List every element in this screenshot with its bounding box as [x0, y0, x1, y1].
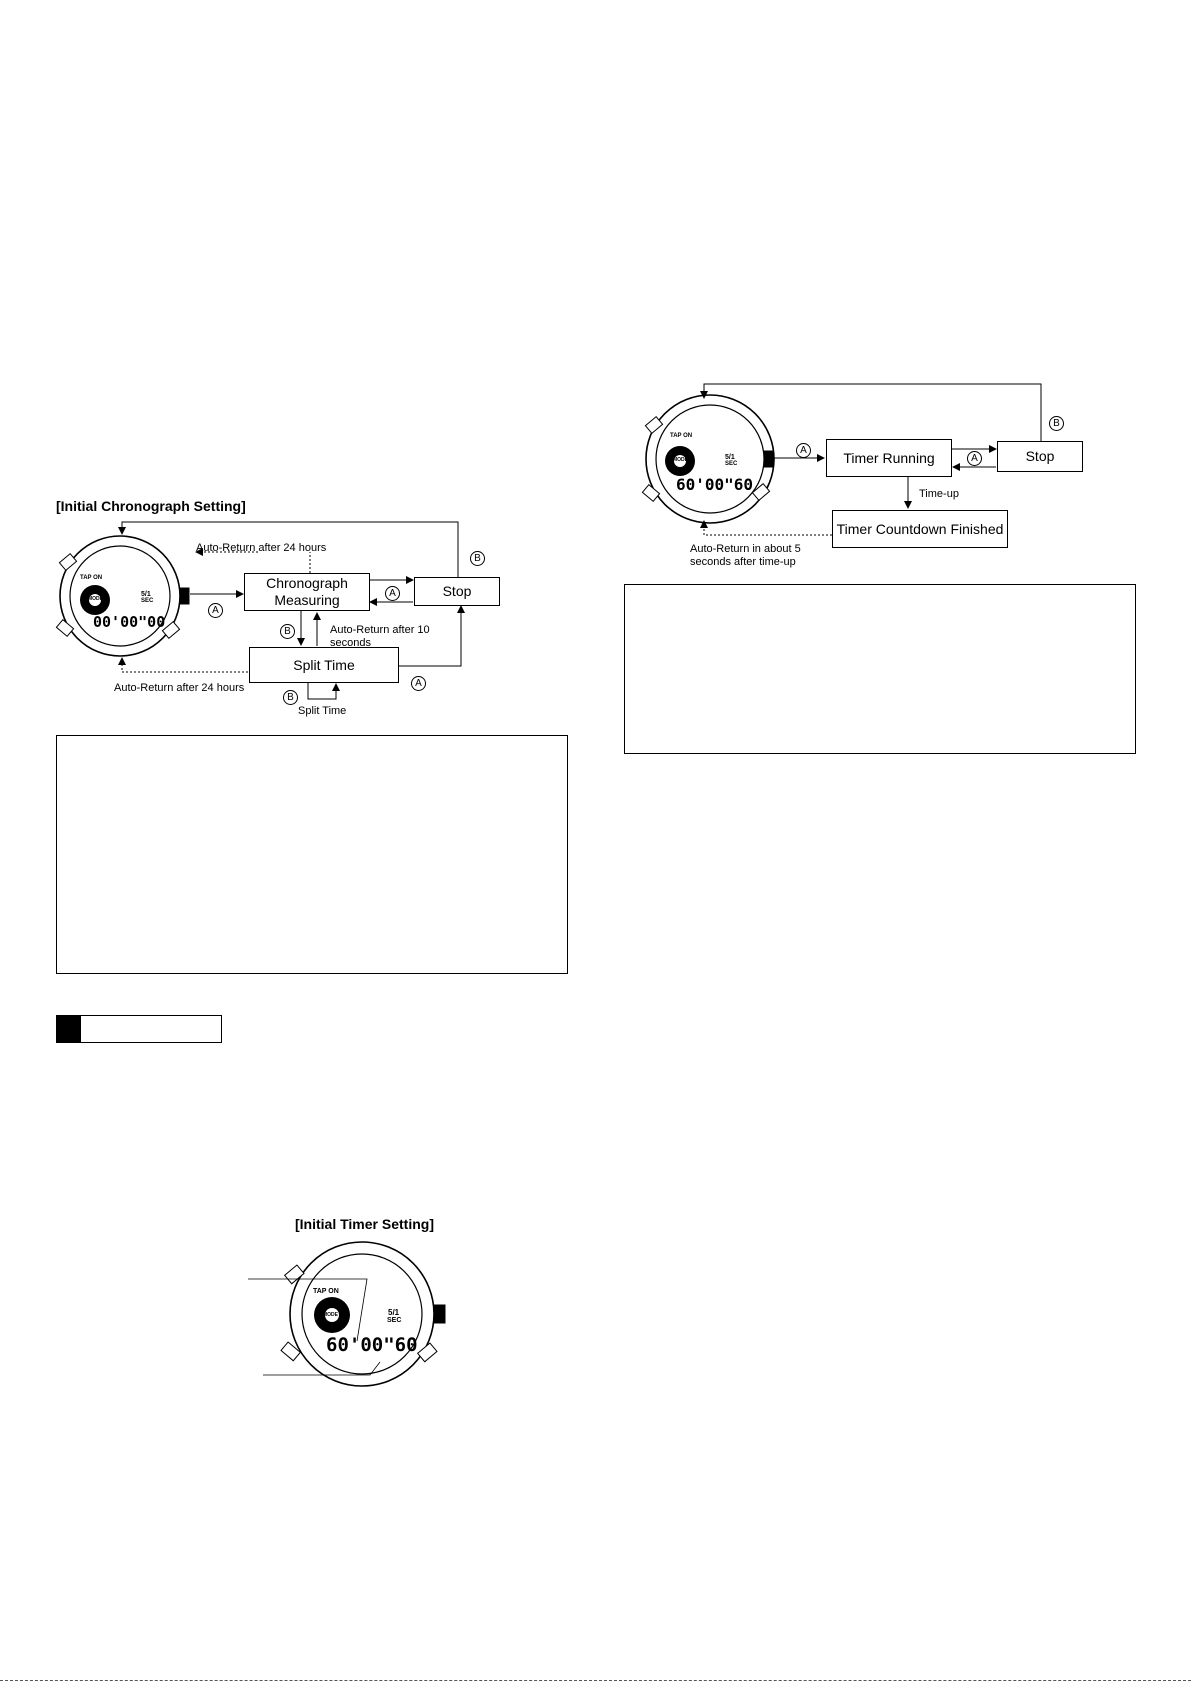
chronograph-button-b-reset: B — [470, 551, 485, 566]
chronograph-auto-return-split-label: Auto-Return after 10 seconds — [330, 624, 430, 649]
timer-flow-watch-icon — [642, 395, 774, 523]
timer-time-up-label: Time-up — [919, 488, 959, 500]
timer-stop-state: Stop — [997, 441, 1083, 472]
chronograph-watch-sec: SEC — [141, 598, 154, 604]
section-tab-marker — [57, 1016, 81, 1042]
chronograph-split-time-state: Split Time — [249, 647, 399, 683]
timer-flow-watch-tap-on: TAP ON — [670, 433, 693, 439]
chronograph-split-loop-label: Split Time — [298, 705, 347, 717]
timer-watch-mode: MODE — [323, 1312, 338, 1318]
chronograph-notes-frame — [56, 735, 568, 974]
chronograph-button-a-split-stop: A — [411, 676, 426, 691]
timer-flow-watch-display: 60'00"60 — [676, 475, 754, 494]
timer-watch-tap-on: TAP ON — [313, 1288, 339, 1295]
chronograph-watch-mode: MODE — [88, 596, 103, 602]
timer-button-a-stop: A — [967, 451, 982, 466]
section-tab — [56, 1015, 222, 1043]
chronograph-stop-state: Stop — [414, 577, 500, 606]
timer-button-a-start: A — [796, 443, 811, 458]
page-bottom-rule — [0, 1680, 1191, 1681]
timer-watch-icon — [281, 1242, 445, 1386]
chronograph-auto-return-left-label: Auto-Return after 24 hours — [114, 682, 245, 694]
chronograph-button-a-start: A — [208, 603, 223, 618]
timer-heading: [Initial Timer Setting] — [295, 1216, 434, 1232]
chronograph-auto-return-top-label: Auto-Return after 24 hours — [196, 542, 327, 554]
timer-flow-watch-sec: SEC — [725, 461, 738, 467]
chronograph-heading: [Initial Chronograph Setting] — [56, 498, 246, 514]
timer-flow-watch-ratio: 5/1 — [725, 454, 735, 461]
chronograph-button-b-split-loop: B — [283, 690, 298, 705]
timer-countdown-finished-state: Timer Countdown Finished — [832, 510, 1008, 548]
timer-running-state: Timer Running — [826, 439, 952, 477]
timer-auto-return-label: Auto-Return in about 5 seconds after time-up — [690, 543, 801, 568]
chronograph-button-a-stop: A — [385, 586, 400, 601]
chronograph-measuring-state: Chronograph Measuring — [244, 573, 370, 611]
timer-watch-ratio: 5/1 — [388, 1308, 400, 1317]
chronograph-watch-display: 00'00"00 — [93, 613, 166, 631]
chronograph-watch-tap-on: TAP ON — [80, 575, 103, 581]
timer-notes-frame — [624, 584, 1136, 754]
timer-flow-watch-mode: MODE — [673, 457, 688, 463]
timer-watch-sec: SEC — [387, 1317, 402, 1324]
timer-watch-display: 60'00"60 — [326, 1334, 418, 1356]
chronograph-watch-icon — [56, 536, 189, 656]
timer-button-b-reset: B — [1049, 416, 1064, 431]
chronograph-button-b-split: B — [280, 624, 295, 639]
chronograph-watch-ratio: 5/1 — [141, 591, 151, 598]
